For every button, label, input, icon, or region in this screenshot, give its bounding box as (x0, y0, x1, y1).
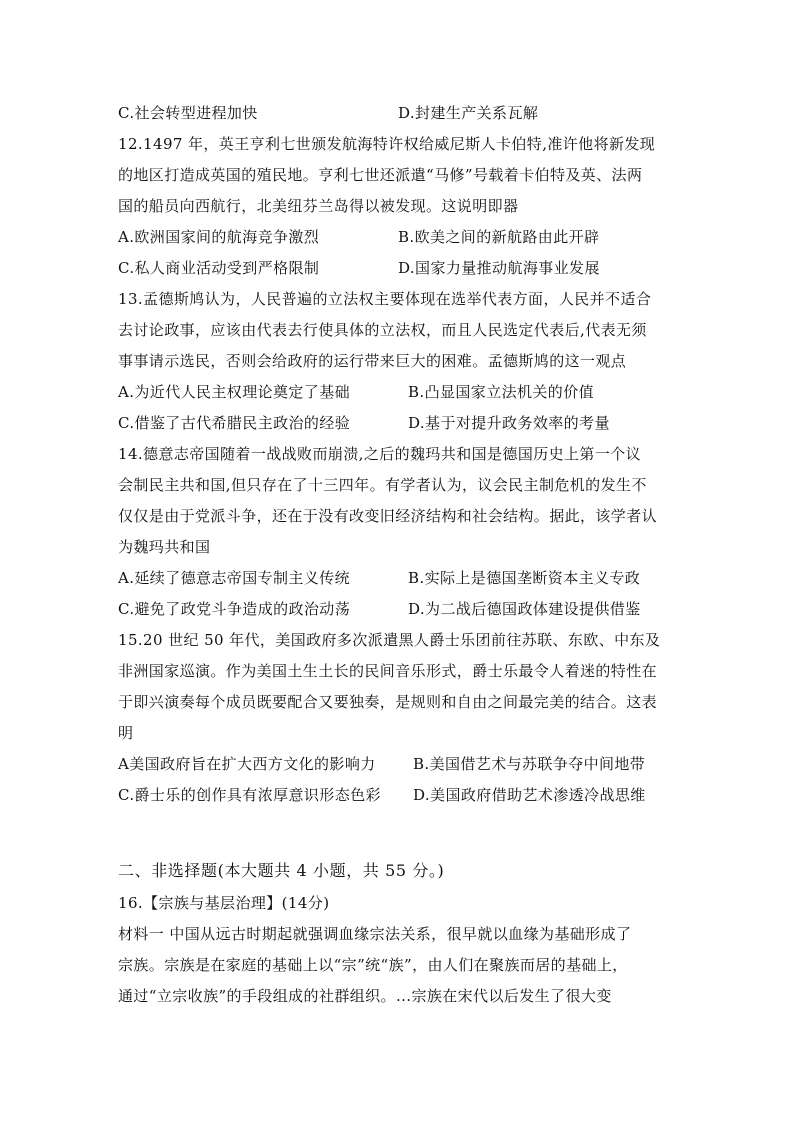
q14-options-cd (118, 594, 683, 625)
section-spacer (118, 811, 683, 854)
q13-stem-line-1: 13.孟德斯鸠认为，人民普遍的立法权主要体现在选举代表方面，人民并不适合 (118, 290, 652, 308)
q13-options-ab (118, 377, 683, 408)
q14-stem-line-1: 14.德意志帝国随着一战战败而崩溃,之后的魏玛共和国是德国历史上第一个议 (118, 445, 642, 463)
q14-stem-line-2: 会制民主共和国,但只存在了十三四年。有学者认为，议会民主制危机的发生不 (118, 476, 647, 494)
q15-stem-line-1: 15.20 世纪 50 年代，美国政府多次派遣黑人爵士乐团前往苏联、东欧、中东及 (118, 631, 661, 649)
q14-stem-line-4: 为魏玛共和国 (118, 538, 211, 556)
q15-option-c: C.爵士乐的创作具有浓厚意识形态色彩 (118, 786, 381, 804)
q15-stem-line-4: 明 (118, 724, 134, 742)
q14-option-d: D.为二战后德国政体建设提供借鉴 (408, 600, 641, 618)
q12-stem-line-2: 的地区打造成英国的殖民地。亨利七世还派遣“马修”号载着卡伯特及英、法两 (118, 166, 643, 184)
q15-stem-line-2: 非洲国家巡演。作为美国土生土长的民间音乐形式，爵士乐最令人着迷的特性在 (118, 662, 658, 680)
q12-option-d: D.国家力量推动航海事业发展 (398, 259, 600, 277)
exam-content (118, 98, 683, 1012)
q13-option-c: C.借鉴了古代希腊民主政治的经验 (118, 414, 351, 432)
q11-option-c: C.社会转型进程加快 (118, 104, 258, 122)
q14-option-c: C.避免了政党斗争造成的政治动荡 (118, 600, 351, 618)
q16-material-line-2: 宗族。宗族是在家庭的基础上以“宗”统“族”，由人们在聚族而居的基础上， (118, 956, 628, 974)
q15-options-ab (118, 749, 683, 780)
q12-options-ab (118, 222, 683, 253)
q14-options-ab (118, 563, 683, 594)
q12-option-b: B.欧美之间的新航路由此开辟 (398, 228, 600, 246)
q13-stem-line-2: 去讨论政事，应该由代表去行使具体的立法权，而且人民选定代表后,代表无须 (118, 321, 647, 339)
q11-option-d: D.封建生产关系瓦解 (398, 104, 539, 122)
q12-options-cd (118, 253, 683, 284)
section-2-title: 二、非选择题(本大题共 4 小题，共 55 分。) (118, 861, 445, 880)
q14-stem-line-3: 仅仅是由于党派斗争，还在于没有改变旧经济结构和社会结构。据此，该学者认 (118, 507, 658, 525)
q13-option-a: A.为近代人民主权理论奠定了基础 (118, 383, 351, 401)
q11-options-cd (118, 98, 683, 129)
q13-options-cd (118, 408, 683, 439)
q14-option-b: B.实际上是德国垄断资本主义专政 (408, 569, 641, 587)
q13-stem-line-3: 事事请示选民，否则会给政府的运行带来巨大的困难。孟德斯鸠的这一观点 (118, 352, 627, 370)
q13-option-d: D.基于对提升政务效率的考量 (408, 414, 610, 432)
q15-stem-line-3: 于即兴演奏每个成员既要配合又要独奏，是规则和自由之间最完美的结合。这表 (118, 693, 658, 711)
q16-material-line-1: 材料一 中国从远古时期起就强调血缘宗法关系，很早就以血缘为基础形成了 (118, 925, 632, 943)
q16-heading: 16.【宗族与基层治理】(14分) (118, 894, 330, 912)
q15-option-d: D.美国政府借助艺术渗透冷战思维 (413, 786, 646, 804)
q16-material-line-3: 通过“立宗收族”的手段组成的社群组织。...宗族在宋代以后发生了很大变 (118, 987, 612, 1005)
q12-option-a: A.欧洲国家间的航海竞争激烈 (118, 228, 320, 246)
q15-option-b: B.美国借艺术与苏联争夺中间地带 (413, 755, 646, 773)
q12-stem-line-1: 12.1497 年，英王亨利七世颁发航海特许权给威尼斯人卡伯特,准许他将新发现 (118, 135, 656, 153)
q13-option-b: B.凸显国家立法机关的价值 (408, 383, 594, 401)
q14-option-a: A.延续了德意志帝国专制主义传统 (118, 569, 351, 587)
q15-options-cd (118, 780, 683, 811)
q12-option-c: C.私人商业活动受到严格限制 (118, 259, 320, 277)
q15-option-a: A美国政府旨在扩大西方文化的影响力 (118, 755, 376, 773)
q12-stem-line-3: 国的船员向西航行，北美纽芬兰岛得以被发现。这说明即器 (118, 197, 519, 215)
